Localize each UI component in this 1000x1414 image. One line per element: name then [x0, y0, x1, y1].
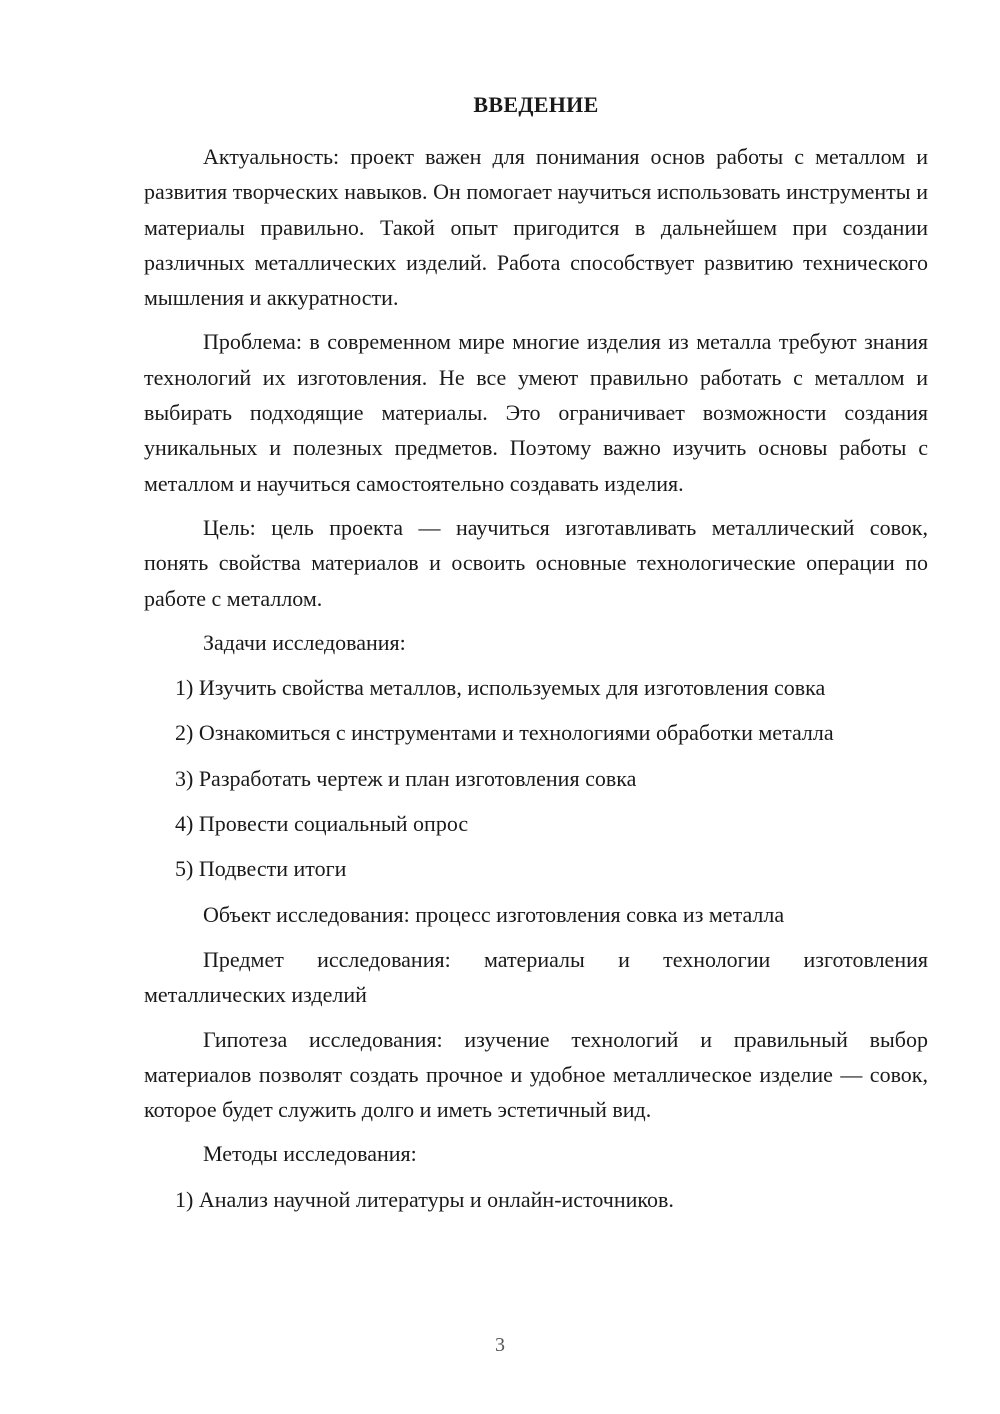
methods-heading: Методы исследования: — [203, 1141, 417, 1167]
relevance-paragraph: Актуальность: проект важен для понимания основ работы с металлом и развития творческих навыков. Он помогает научиться использовать инструменты и материалы правильно. Такой опыт пригодится в дальнейшем при создании различных металлических изделий. Работа способствует развитию технического мышления и аккуратности. — [144, 144, 928, 311]
document-page — [144, 92, 928, 1227]
object-paragraph: Объект исследования: процесс изготовления совка из металла — [203, 901, 785, 927]
hypothesis-paragraph: Гипотеза исследования: изучение технологий и правильный выбор материалов позволят создать прочное и удобное металлическое изделие — совок, которое будет служить долго и иметь эстетичный вид. — [144, 1026, 928, 1123]
page-title: ВВЕДЕНИЕ — [473, 92, 599, 117]
task-item-5: 5) Подвести итоги — [175, 856, 347, 882]
page-number: 3 — [495, 1334, 505, 1356]
tasks-heading: Задачи исследования: — [203, 629, 406, 655]
methods-list — [144, 1182, 928, 1217]
subject-paragraph: Предмет исследования: материалы и технологии изготовления металлических изделий — [144, 946, 928, 1008]
method-item-1: 1) Анализ научной литературы и онлайн-источников. — [175, 1186, 674, 1212]
problem-paragraph: Проблема: в современном мире многие изделия из металла требуют знания технологий их изготовления. Не все умеют правильно работать с металлом и выбирать подходящие материалы. Это ограничивает возможности создания уникальных и полезных предметов. Поэтому важно изучить основы работы с металлом и научиться самостоятельно создавать изделия. — [144, 329, 928, 496]
tasks-list — [144, 670, 928, 886]
task-item-4: 4) Провести социальный опрос — [175, 811, 469, 837]
goal-paragraph: Цель: цель проекта — научиться изготавливать металлический совок, понять свойства материалов и освоить основные технологические операции по работе с металлом. — [144, 514, 928, 611]
task-item-3: 3) Разработать чертеж и план изготовления совка — [175, 765, 637, 791]
task-item-1: 1) Изучить свойства металлов, используемых для изготовления совка — [175, 675, 826, 701]
task-item-2: 2) Ознакомиться с инструментами и технологиями обработки металла — [175, 720, 834, 746]
